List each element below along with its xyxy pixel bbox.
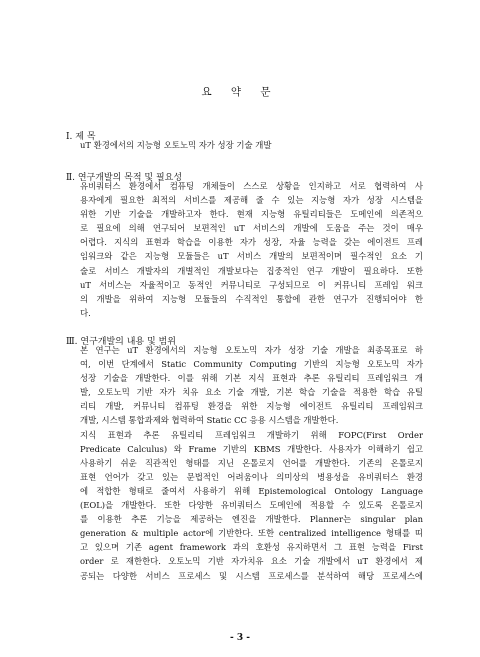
- text-line: 표현 언어가 갖고 있는 문법적인 어려움이나 의미상의 병용성을 유비쿼터스 환경: [80, 471, 423, 482]
- text-line: (EOL)을 개발한다. 또한 다양한 유비쿼터스 도메인에 적용할 수 있도록 온톨로지: [80, 500, 423, 511]
- text-line: generation & multiple actor에 기반한다. 또한 centralized intelligence 형태를 띠: [80, 528, 423, 539]
- text-line: 공되는 다양한 서비스 프로세스 및 시스템 프로세스를 분석하여 해당 프로세스에: [80, 570, 423, 581]
- text-line: uT 서비스는 자율적이고 동적인 커뮤니티로 구성되므로 이 커뮤니티 프레임 워크: [80, 279, 423, 290]
- text-line: 임워크와 같은 지능형 모듈들은 uT 서비스 개발의 보편적이며 필수적인 요소 기: [80, 251, 423, 262]
- text-line: 본 연구는 uT 환경에서의 지능형 오토노믹 자가 성장 기술 개발을 최종목표로 하: [80, 345, 423, 355]
- section-2-heading: Ⅱ. 연구개발의 목적 및 필요성: [66, 173, 183, 183]
- text-line: 어렵다. 지식의 표현과 학습을 이용한 자가 성장, 자율 능력을 갖는 에이전트 프레: [80, 237, 423, 248]
- text-line: 유비쿼터스 환경에서 컴퓨팅 개체들이 스스로 상황을 인지하고 서로 협력하여 사: [80, 181, 423, 191]
- section-1-heading: Ⅰ. 제 목: [66, 132, 96, 142]
- text-line: 여, 이번 단계에서 Static Community Computing 기반의 지능형 오토노믹 자가: [80, 359, 423, 370]
- text-line: 지식 표현과 추론 유틸리티 프레임워크 개발하기 위해 FOPC(First Order: [80, 429, 423, 440]
- text-line: 를 이용한 추론 기능을 제공하는 엔진을 개발한다. Planner는 singular plan: [80, 514, 423, 525]
- text-line: 에 적합한 형태로 줄여서 사용하기 위해 Epistemological Ontology Language: [80, 485, 423, 496]
- text-line: 성장 기술을 개발한다. 이를 위해 기본 지식 표현과 추론 유틸리티 프레임워크 개: [80, 373, 423, 384]
- page-title: 요 약 문: [201, 86, 279, 98]
- section-1-body: [80, 138, 423, 152]
- text-line: 리티 개발, 커뮤니티 컴퓨팅 환경을 위한 지능형 에이전트 유틸리티 프레임워크: [80, 401, 423, 412]
- text-line: 술로 서비스 개발자의 개별적인 개발보다는 집중적인 연구 개발이 필요하다. 또한: [80, 265, 423, 276]
- text-line: Predicate Calculus) 와 Frame 기반의 KBMS 개발한다. 사용자가 이해하기 쉽고: [80, 443, 423, 454]
- section-3-body: [80, 343, 423, 583]
- text-line: uT 환경에서의 지능형 오토노믹 자가 성장 기술 개발: [80, 140, 272, 150]
- text-line: 개발, 시스템 통합과제와 협력하여 Static CC 응용 시스템을 개발한다.: [80, 415, 339, 426]
- text-line: 로 필요에 의해 연구되어 보편적인 uT 서비스의 개발에 도움을 주는 것이 매우: [80, 223, 423, 234]
- section-3-heading: Ⅲ. 연구개발의 내용 및 범위: [66, 337, 176, 347]
- text-line: 고 있으며 기존 agent framework 과의 호환성 유지하면서 그 표현 능력을 First: [80, 542, 423, 553]
- text-line: 사용하기 쉬운 직관적인 형태를 지닌 온톨로지 언어를 개발한다. 기존의 온톨로지: [80, 457, 423, 468]
- section-2-body: [80, 179, 423, 320]
- text-line: 위한 기반 기술을 개발하고자 한다. 현재 지능형 유틸리티들은 도메인에 의존적으: [80, 209, 423, 220]
- text-line: order 로 재한한다. 오토노믹 기반 자가치유 요소 기술 개발에서 uT 환경에서 제: [80, 556, 423, 567]
- text-line: 다.: [80, 307, 91, 318]
- text-line: 용자에게 필요한 최적의 서비스를 제공해 줄 수 있는 지능형 자가 성장 시스템을: [80, 195, 423, 206]
- page-number: - 3 -: [230, 633, 250, 643]
- text-line: 발, 오토노믹 기반 자가 치유 요소 기술 개발, 기본 학습 기술을 적용한 학습 유틸: [80, 387, 423, 398]
- text-line: 의 개발을 위하여 지능형 모듈들의 수직적인 통합에 관한 연구가 진행되어야 한: [80, 293, 423, 304]
